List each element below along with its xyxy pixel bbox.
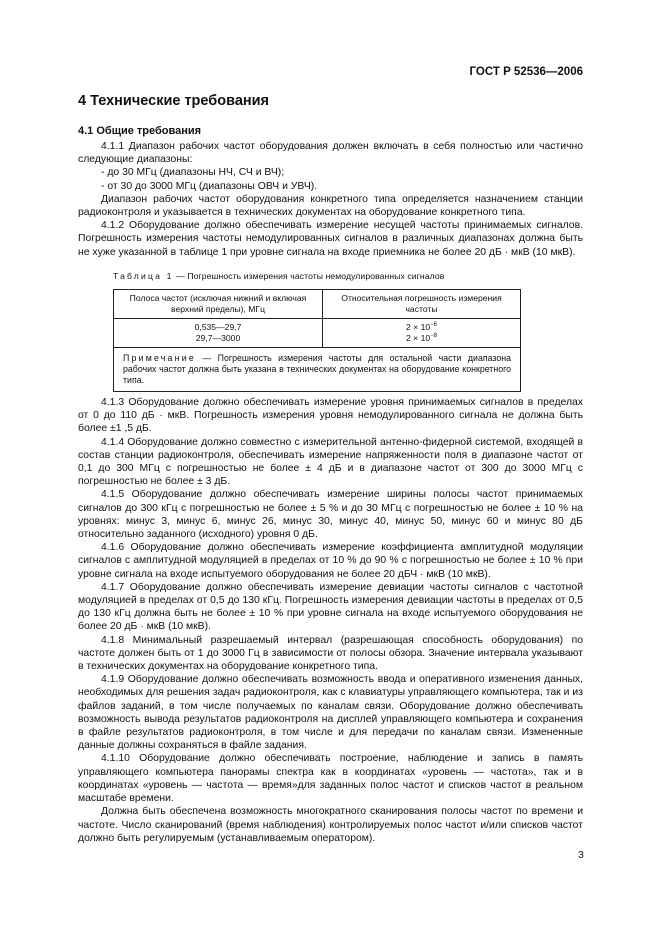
paragraph-4-1-5: 4.1.5 Оборудование должно обеспечивать измерение ширины полосы частот принимаемых сигналов до 300 кГц с погрешностью не более ± 5 % и до 30 МГц с погрешностью не более ± 10 % на уровнях: минус 3, минус 6, минус 26, минус 30, минус 40, минус 50, минус 60 и минус 80 дБ относительно заданного (исходного) уровня 0 дБ. (78, 489, 583, 541)
requirements-block-2 (78, 396, 583, 845)
table-header-row (114, 290, 521, 319)
document-code: ГОСТ Р 52536—2006 (469, 66, 583, 78)
paragraph-4-1-6: 4.1.6 Оборудование должно обеспечивать измерение коэффициента амплитудной модуляции сигналов с амплитудной модуляцией в пределах от 10 % до 90 % с погрешностью не более ± 10 % при уровне сигнала на входе испытуемого оборудования не более 20 дБЧ · мкВ (10 мкВ). (78, 542, 583, 580)
list-item: - до 30 МГц (диапазоны НЧ, СЧ и ВЧ); (101, 167, 285, 179)
paragraph-4-1-7: 4.1.7 Оборудование должно обеспечивать измерение девиации частоты сигналов с частотной модуляцией в пределах от 0,5 до 130 кГц. Погрешность измерения девиации частоты в пределах от 0,5 до 130 кГц должна быть не более ± 10 % при уровне сигнала на входе испытуемого оборудования не более 20 дБ · мкВ (10 мкВ). (78, 581, 583, 633)
table-row (114, 319, 521, 348)
table-caption-label: Таблица 1 (113, 271, 174, 281)
paragraph-4-1-10: 4.1.10 Оборудование должно обеспечивать построение, наблюдение и запись в память управляющего компьютера панорамы спектра как в координатах «уровень — частота», так и в координатах «уровень — частота — время»для заданных полос частот и списков частот в реальном масштабе времени. (78, 753, 583, 805)
band-value: 29,7—3000 (195, 333, 241, 343)
paragraph-range-note: Диапазон рабочих частот оборудования конкретного типа определяется назначением станции радиоконтроля и указывается в технических документах на оборудование конкретного типа. (78, 193, 583, 219)
page-number: 3 (578, 849, 584, 861)
table-header-cell: Относительная погрешность измерения частоты (323, 290, 521, 319)
paragraph-4-1-2: 4.1.2 Оборудование должно обеспечивать измерение несущей частоты принимаемых сигналов. Погрешность измерения частоты немодулированных сигналов в различных диапазонах должна быть не хуже указанной в таблице 1 при уровне сигнала на входе приемника не более 20 дБ · мкВ (10 мкВ). (78, 220, 583, 258)
frequency-error-table (113, 289, 521, 392)
table-header-cell: Полоса частот (исключая нижний и включая верхний пределы), МГц (114, 290, 323, 319)
error-value: $2 \times 10^{-6}$ (406, 322, 437, 332)
subsection-title: 4.1 Общие требования (78, 125, 202, 137)
section-title: 4 Технические требования (78, 93, 270, 109)
table-caption (113, 271, 444, 281)
list-item: - от 30 до 3000 МГц (диапазоны ОВЧ и УВЧ). (101, 180, 318, 192)
paragraph-4-1-4: 4.1.4 Оборудование должно совместно с измерительной антенно-фидерной системой, входящей в состав станции радиоконтроля, обеспечивать измерение напряженности поля в диапазоне частот от 0,1 до 300 МГц с погрешностью не более ± 4 дБ и в диапазоне частот от 300 до 3000 МГц с погрешностью не более ± 3 дБ. (78, 436, 583, 488)
paragraph-4-1-9: 4.1.9 Оборудование должно обеспечивать возможность ввода и оперативного изменения данных, необходимых для решения задач радиоконтроля, как с клавиатуры управляющего компьютера, так и из файлов заданий, в том числе получаемых по каналам связи. Оборудование должно обеспечивать возможность вывода результатов радиоконтроля на дисплей управляющего компьютера и сохранения в файле результатов радиоконтроля, в том числе и для передачи по каналам связи. Измененные данные должны сохраняться в файле задания. (78, 674, 583, 752)
note-label: Примечание (123, 353, 196, 363)
paragraph-4-1-3: 4.1.3 Оборудование должно обеспечивать измерение уровня принимаемых сигналов в пределах от 0 до 110 дБ · мкВ. Погрешность измерения уровня немодулированного сигнала не должна быть более ±1 ,5 дБ. (78, 397, 583, 435)
table-cell-error (323, 319, 521, 348)
band-value: 0,535—29,7 (194, 322, 242, 332)
table-note-row (114, 348, 521, 392)
table-note (114, 348, 521, 392)
paragraph-4-1-1: 4.1.1 Диапазон рабочих частот оборудования должен включать в себя полностью или частично следующие диапазоны: (78, 141, 583, 166)
error-value: $2 \times 10^{-8}$ (406, 333, 437, 343)
requirements-block-1 (78, 140, 583, 259)
table-caption-text: — Погрешность измерения частоты немодулированных сигналов (173, 271, 445, 281)
note-text: — Погрешность измерения частоты для остальной части диапазона рабочих частот должна быть указана в технических документах на оборудование конкретного типа. (123, 353, 511, 385)
paragraph-scanning: Должна быть обеспечена возможность многократного сканирования полосы частот по времени и частоте. Число сканирований (время наблюдения) контролируемых полос частот и/или списков частот должно быть регулируемым (устанавливаемым оператором). (78, 806, 583, 844)
table-cell-band (114, 319, 323, 348)
paragraph-4-1-8: 4.1.8 Минимальный разрешаемый интервал (разрешающая способность оборудования) по частоте должен быть от 1 до 3000 Гц в зависимости от полосы обзора. Значение интервала указывают в технических документах на оборудование конкретного типа. (78, 634, 583, 673)
